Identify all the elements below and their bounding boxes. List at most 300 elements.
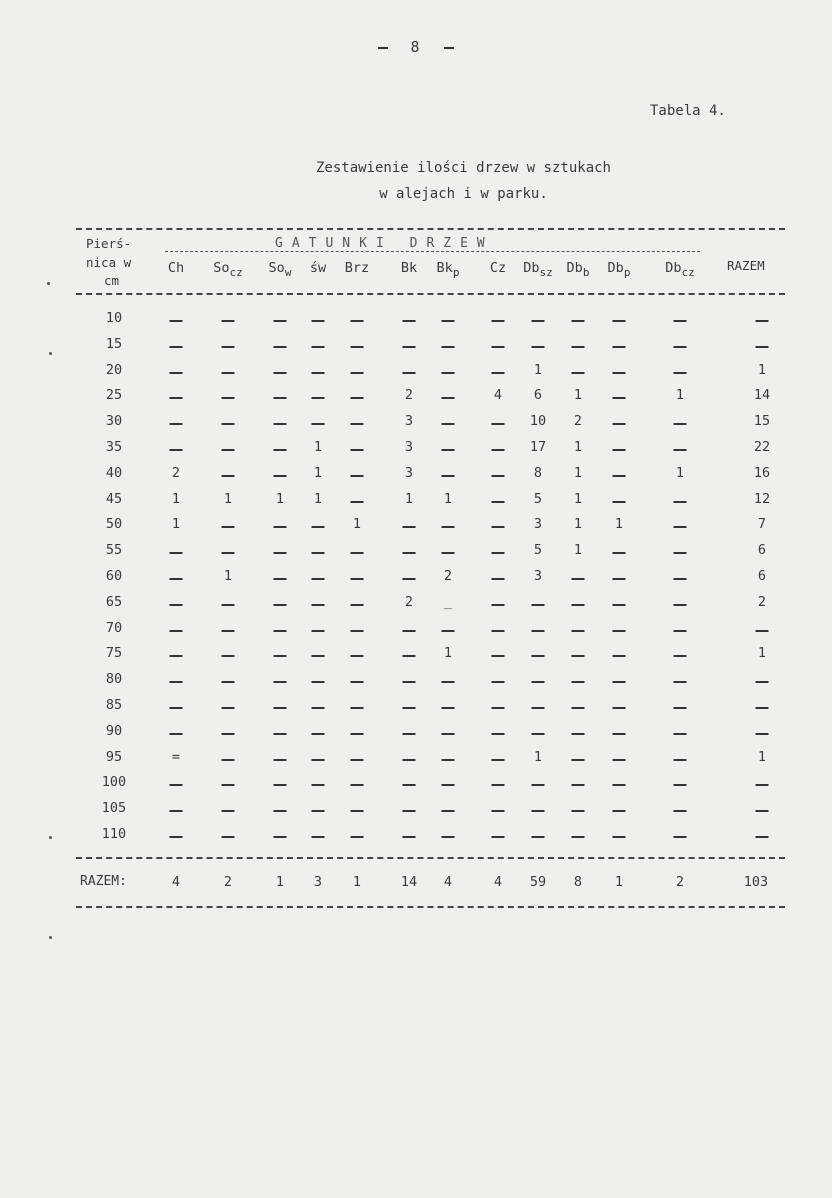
- table-cell-dash: [351, 681, 364, 683]
- table-cell-dash: [572, 784, 585, 786]
- row-total-cell: 1: [757, 361, 767, 378]
- table-cell: 2: [404, 593, 414, 610]
- column-header-base: Db: [607, 260, 624, 276]
- table-cell: 1: [171, 516, 181, 533]
- table-cell-dash: [274, 578, 287, 580]
- column-header: [665, 260, 695, 279]
- table-cell: 1: [573, 542, 583, 559]
- column-total-cell: 1: [275, 874, 285, 890]
- page-number-dash-right: [444, 47, 454, 49]
- table-cell-dash: [312, 346, 325, 348]
- table-cell: 1: [443, 490, 453, 507]
- table-cell-dash: [442, 759, 455, 761]
- column-header-sub: cz: [229, 266, 243, 279]
- column-header-base: Bk: [400, 260, 418, 276]
- table-cell-dash: [170, 423, 183, 425]
- column-header: [345, 260, 369, 276]
- table-cell-dash: [274, 681, 287, 683]
- table-cell-dash: [442, 552, 455, 554]
- table-cell-dash: [492, 759, 505, 761]
- table-cell-dash: [613, 552, 626, 554]
- row-total-cell: 14: [753, 387, 771, 404]
- table-cell-dash: [532, 836, 545, 838]
- diameter-cell: 90: [105, 722, 123, 739]
- table-cell-dash: [274, 346, 287, 348]
- table-cell-dash: [274, 526, 287, 528]
- column-header: [168, 260, 184, 276]
- table-cell-dash: [442, 681, 455, 683]
- table-cell-dash: [492, 372, 505, 374]
- table-cell-dash: [403, 681, 416, 683]
- table-cell-dash: [170, 836, 183, 838]
- table-cell: 2: [443, 568, 453, 584]
- table-cell: 3: [533, 516, 543, 533]
- column-header-base: Db: [523, 260, 540, 276]
- diameter-cell: 45: [105, 490, 123, 507]
- table-cell-dash: [274, 784, 287, 786]
- table-cell: 1: [223, 490, 233, 507]
- table-cell-dash: [674, 733, 687, 735]
- table-cell-dash: [613, 784, 626, 786]
- table-cell: 1: [614, 516, 624, 533]
- table-cell-dash: [170, 707, 183, 709]
- column-header: [608, 260, 631, 279]
- table-cell: 3: [404, 413, 414, 430]
- column-header-sub: w: [284, 266, 292, 279]
- table-cell-dash: [674, 578, 687, 580]
- table-cell: 5: [533, 542, 543, 559]
- table-cell-dash: [351, 733, 364, 735]
- paper-speck: [47, 282, 50, 285]
- table-cell-dash: [674, 604, 687, 606]
- table-cell-dash: [403, 655, 416, 657]
- column-header: [437, 260, 460, 279]
- table-cell: 1: [443, 645, 453, 662]
- table-cell-dash: [674, 784, 687, 786]
- table-cell-dash: [274, 810, 287, 812]
- column-header: [213, 260, 243, 279]
- table-cell-dash: [312, 733, 325, 735]
- column-header-sub: p: [452, 266, 460, 279]
- column-header-base: Ch: [167, 260, 185, 276]
- table-cell-dash: [442, 526, 455, 528]
- page-number-dash-left: [378, 47, 388, 49]
- table-cell-dash: [532, 784, 545, 786]
- diameter-cell: 30: [105, 413, 123, 430]
- column-header-sub: sz: [539, 266, 553, 279]
- diameter-header-line3: cm: [104, 273, 120, 288]
- table-cell-dash: [312, 681, 325, 683]
- table-cell-dash: [222, 759, 235, 761]
- table-cell-dash: [613, 501, 626, 503]
- table-cell-dash: [572, 836, 585, 838]
- column-header-base: So: [213, 260, 230, 276]
- table-cell-dash: [492, 578, 505, 580]
- table-cell-dash: [613, 836, 626, 838]
- table-cell-dash: [312, 836, 325, 838]
- table-cell-dash: [492, 449, 505, 451]
- table-cell: 1: [573, 439, 583, 455]
- table-cell: 10: [529, 413, 547, 430]
- column-total-cell: 1: [614, 874, 624, 890]
- table-cell-dash: [274, 397, 287, 399]
- table-cell-dash: [492, 784, 505, 786]
- table-cell-dash: [532, 630, 545, 632]
- table-cell-dash: [312, 630, 325, 632]
- table-cell: 6: [533, 387, 543, 404]
- column-header: [523, 260, 553, 279]
- table-cell-dash: [170, 578, 183, 580]
- table-cell-dash: [613, 346, 626, 348]
- column-total-cell: 14: [400, 874, 418, 890]
- table-cell-dash: [442, 810, 455, 812]
- diameter-cell: 85: [105, 697, 123, 713]
- row-total-cell: 12: [753, 490, 771, 507]
- table-cell: 1: [573, 490, 583, 507]
- row-total-cell-dash: [756, 681, 769, 683]
- table-cell-dash: [442, 475, 455, 477]
- table-cell-dash: [674, 810, 687, 812]
- table-cell-dash: [492, 423, 505, 425]
- table-cell-dash: [403, 346, 416, 348]
- row-total-cell-dash: [756, 733, 769, 735]
- paper-speck: [49, 836, 52, 839]
- table-cell-dash: [492, 655, 505, 657]
- diameter-cell: 20: [105, 361, 123, 378]
- table-cell: _: [443, 593, 453, 610]
- table-cell-dash: [312, 372, 325, 374]
- table-cell-dash: [613, 578, 626, 580]
- table-cell-dash: [170, 604, 183, 606]
- table-cell-dash: [274, 759, 287, 761]
- totals-label: RAZEM:: [80, 874, 127, 889]
- column-header: [269, 260, 292, 279]
- table-cell-dash: [572, 372, 585, 374]
- table-cell-dash: [170, 552, 183, 554]
- column-total-cell: 3: [313, 874, 323, 890]
- table-cell-dash: [674, 552, 687, 554]
- table-cell-dash: [351, 759, 364, 761]
- table-cell-dash: [274, 320, 287, 322]
- table-cell-dash: [572, 759, 585, 761]
- row-total-cell: 1: [757, 645, 767, 662]
- column-header-base: św: [309, 260, 327, 276]
- column-total-cell: 8: [573, 874, 583, 890]
- table-cell-dash: [492, 475, 505, 477]
- paper-speck: [49, 352, 52, 355]
- row-total-cell: 6: [757, 568, 767, 584]
- table-cell-dash: [442, 372, 455, 374]
- table-title-line1: Zestawienie ilości drzew w sztukach: [315, 160, 611, 176]
- table-cell-dash: [274, 475, 287, 477]
- table-cell-dash: [351, 578, 364, 580]
- diameter-cell: 75: [105, 645, 123, 662]
- table-cell-dash: [403, 707, 416, 709]
- table-cell-dash: [351, 423, 364, 425]
- table-cell-dash: [351, 346, 364, 348]
- table-cell-dash: [492, 836, 505, 838]
- table-cell: 1: [675, 464, 685, 481]
- table-cell-dash: [674, 526, 687, 528]
- table-cell-dash: [613, 372, 626, 374]
- table-cell-dash: [674, 655, 687, 657]
- table-cell-dash: [351, 475, 364, 477]
- diameter-cell: 95: [105, 748, 123, 765]
- diameter-cell: 15: [105, 335, 123, 352]
- table-cell-dash: [312, 578, 325, 580]
- table-cell-dash: [351, 630, 364, 632]
- diameter-cell: 80: [105, 671, 123, 688]
- table-cell-dash: [613, 423, 626, 425]
- table-cell-dash: [674, 501, 687, 503]
- table-cell-dash: [572, 604, 585, 606]
- table-cell-dash: [613, 733, 626, 735]
- table-cell-dash: [222, 526, 235, 528]
- column-total-cell: 4: [443, 874, 453, 890]
- table-cell-dash: [351, 320, 364, 322]
- table-cell-dash: [492, 552, 505, 554]
- table-cell-dash: [222, 449, 235, 451]
- table-cell-dash: [572, 346, 585, 348]
- table-cell-dash: [170, 397, 183, 399]
- diameter-cell: 50: [105, 516, 123, 533]
- table-cell-dash: [403, 810, 416, 812]
- table-cell-dash: [492, 604, 505, 606]
- table-cell-dash: [222, 604, 235, 606]
- table-cell-dash: [674, 681, 687, 683]
- table-cell: 4: [493, 387, 503, 404]
- table-cell-dash: [572, 630, 585, 632]
- table-cell-dash: [532, 810, 545, 812]
- column-header: [490, 260, 506, 276]
- table-cell: 3: [404, 464, 414, 481]
- table-cell-dash: [170, 784, 183, 786]
- table-cell-dash: [492, 630, 505, 632]
- table-cell-dash: [312, 526, 325, 528]
- table-cell-dash: [222, 630, 235, 632]
- row-total-cell: 7: [757, 516, 767, 533]
- table-cell-dash: [572, 578, 585, 580]
- table-cell: 2: [404, 387, 414, 404]
- table-cell-dash: [674, 759, 687, 761]
- table-cell-dash: [274, 449, 287, 451]
- diameter-cell: 70: [105, 619, 123, 636]
- column-total-cell: 2: [223, 874, 233, 890]
- table-cell-dash: [492, 501, 505, 503]
- table-cell-dash: [442, 784, 455, 786]
- diameter-cell: 60: [105, 568, 123, 584]
- table-cell-dash: [222, 733, 235, 735]
- table-cell: 1: [675, 387, 685, 404]
- table-cell-dash: [222, 681, 235, 683]
- table-cell-dash: [492, 810, 505, 812]
- table-cell-dash: [572, 681, 585, 683]
- diameter-cell: 55: [105, 542, 123, 559]
- table-cell-dash: [403, 759, 416, 761]
- table-cell-dash: [170, 630, 183, 632]
- total-column-header: RAZEM: [727, 258, 765, 273]
- table-cell-dash: [674, 423, 687, 425]
- table-cell-dash: [170, 449, 183, 451]
- row-total-cell-dash: [756, 320, 769, 322]
- column-header-base: Cz: [489, 260, 507, 276]
- table-cell-dash: [222, 655, 235, 657]
- table-cell: 1: [533, 748, 543, 765]
- table-cell-dash: [613, 630, 626, 632]
- table-cell: 1: [573, 464, 583, 481]
- table-cell-dash: [312, 552, 325, 554]
- row-total-cell-dash: [756, 836, 769, 838]
- table-cell-dash: [403, 630, 416, 632]
- table-cell-dash: [222, 423, 235, 425]
- table-cell-dash: [274, 733, 287, 735]
- table-cell-dash: [222, 707, 235, 709]
- column-header-base: Db: [665, 260, 682, 276]
- table-cell-dash: [312, 320, 325, 322]
- table-cell-dash: [403, 784, 416, 786]
- table-cell-dash: [572, 655, 585, 657]
- table-cell: 3: [533, 568, 543, 584]
- table-cell-dash: [613, 655, 626, 657]
- table-cell-dash: [351, 604, 364, 606]
- table-cell-dash: [674, 320, 687, 322]
- table-cell: 2: [573, 413, 583, 430]
- table-cell: 2: [171, 464, 181, 481]
- table-cell-dash: [351, 836, 364, 838]
- table-cell-dash: [532, 707, 545, 709]
- table-cell-dash: [312, 423, 325, 425]
- table-cell-dash: [572, 810, 585, 812]
- diameter-cell: 105: [101, 800, 127, 817]
- table-cell-dash: [222, 475, 235, 477]
- table-cell-dash: [492, 320, 505, 322]
- table-cell-dash: [613, 707, 626, 709]
- table-cell-dash: [222, 810, 235, 812]
- table-cell-dash: [274, 372, 287, 374]
- table-cell-dash: [274, 655, 287, 657]
- table-cell-dash: [351, 552, 364, 554]
- table-cell-dash: [532, 320, 545, 322]
- table-cell-dash: [403, 578, 416, 580]
- table-cell-dash: [442, 320, 455, 322]
- table-cell-dash: [613, 681, 626, 683]
- column-header: [567, 260, 590, 279]
- table-cell-dash: [674, 372, 687, 374]
- page-number-value: 8: [410, 38, 422, 56]
- column-total-cell: 2: [675, 874, 685, 890]
- table-cell-dash: [492, 707, 505, 709]
- body-bottom-rule: [76, 857, 785, 859]
- table-cell-dash: [222, 372, 235, 374]
- table-cell: 1: [352, 516, 362, 533]
- table-cell-dash: [442, 733, 455, 735]
- species-group-rule: [165, 251, 700, 252]
- table-cell-dash: [170, 320, 183, 322]
- table-cell-dash: [403, 836, 416, 838]
- column-header-base: Brz: [344, 260, 370, 276]
- table-cell-dash: [222, 346, 235, 348]
- table-cell-dash: [442, 630, 455, 632]
- row-total-cell: 2: [757, 593, 767, 610]
- grand-total-cell: 103: [743, 874, 769, 890]
- diameter-cell: 110: [101, 826, 127, 842]
- table-top-rule: [76, 228, 785, 230]
- table-cell-dash: [312, 707, 325, 709]
- table-cell-dash: [492, 733, 505, 735]
- table-cell: 1: [313, 490, 323, 507]
- table-cell-dash: [532, 655, 545, 657]
- table-cell-dash: [532, 681, 545, 683]
- table-cell: 1: [573, 387, 583, 404]
- table-cell-dash: [274, 836, 287, 838]
- column-header-sub: b: [582, 266, 590, 279]
- column-total-cell: 4: [171, 874, 181, 890]
- table-cell-dash: [572, 320, 585, 322]
- diameter-cell: 100: [101, 774, 127, 791]
- table-cell-dash: [572, 707, 585, 709]
- table-cell-dash: [674, 346, 687, 348]
- table-cell-dash: [351, 397, 364, 399]
- column-header-sub: p: [623, 266, 631, 279]
- table-cell-dash: [274, 630, 287, 632]
- column-total-cell: 1: [352, 874, 362, 890]
- table-cell-dash: [274, 423, 287, 425]
- row-total-cell: 16: [753, 464, 771, 481]
- table-cell: 1: [313, 464, 323, 481]
- table-cell-dash: [222, 784, 235, 786]
- table-cell-dash: [532, 604, 545, 606]
- table-cell-dash: [170, 681, 183, 683]
- diameter-cell: 25: [105, 387, 123, 404]
- table-cell-dash: [222, 397, 235, 399]
- table-cell: 1: [171, 490, 181, 507]
- table-cell: 5: [533, 490, 543, 507]
- column-header-sub: cz: [681, 266, 695, 279]
- table-cell-dash: [312, 604, 325, 606]
- table-cell: 1: [313, 439, 323, 455]
- table-cell-dash: [351, 655, 364, 657]
- table-cell-dash: [351, 501, 364, 503]
- page-number: [0, 38, 832, 56]
- column-header: [310, 260, 326, 276]
- table-cell-dash: [613, 604, 626, 606]
- table-cell-dash: [442, 423, 455, 425]
- table-cell-dash: [442, 449, 455, 451]
- table-cell: 8: [533, 464, 543, 481]
- table-cell-dash: [403, 320, 416, 322]
- diameter-cell: 35: [105, 439, 123, 455]
- table-cell-dash: [613, 320, 626, 322]
- row-total-cell: 22: [753, 439, 771, 455]
- table-cell: 1: [275, 490, 285, 507]
- table-bottom-rule: [76, 906, 785, 908]
- table-cell-dash: [170, 346, 183, 348]
- row-total-cell: 6: [757, 542, 767, 559]
- row-total-cell-dash: [756, 346, 769, 348]
- table-cell-dash: [674, 836, 687, 838]
- table-cell-dash: [613, 810, 626, 812]
- row-total-cell-dash: [756, 810, 769, 812]
- table-cell-dash: [674, 707, 687, 709]
- column-total-cell: 4: [493, 874, 503, 890]
- table-cell-dash: [222, 552, 235, 554]
- table-cell-dash: [492, 526, 505, 528]
- table-cell-dash: [613, 449, 626, 451]
- column-header-base: Db: [566, 260, 583, 276]
- row-total-cell: 15: [753, 413, 771, 430]
- table-cell-dash: [613, 759, 626, 761]
- table-cell: 17: [529, 439, 547, 455]
